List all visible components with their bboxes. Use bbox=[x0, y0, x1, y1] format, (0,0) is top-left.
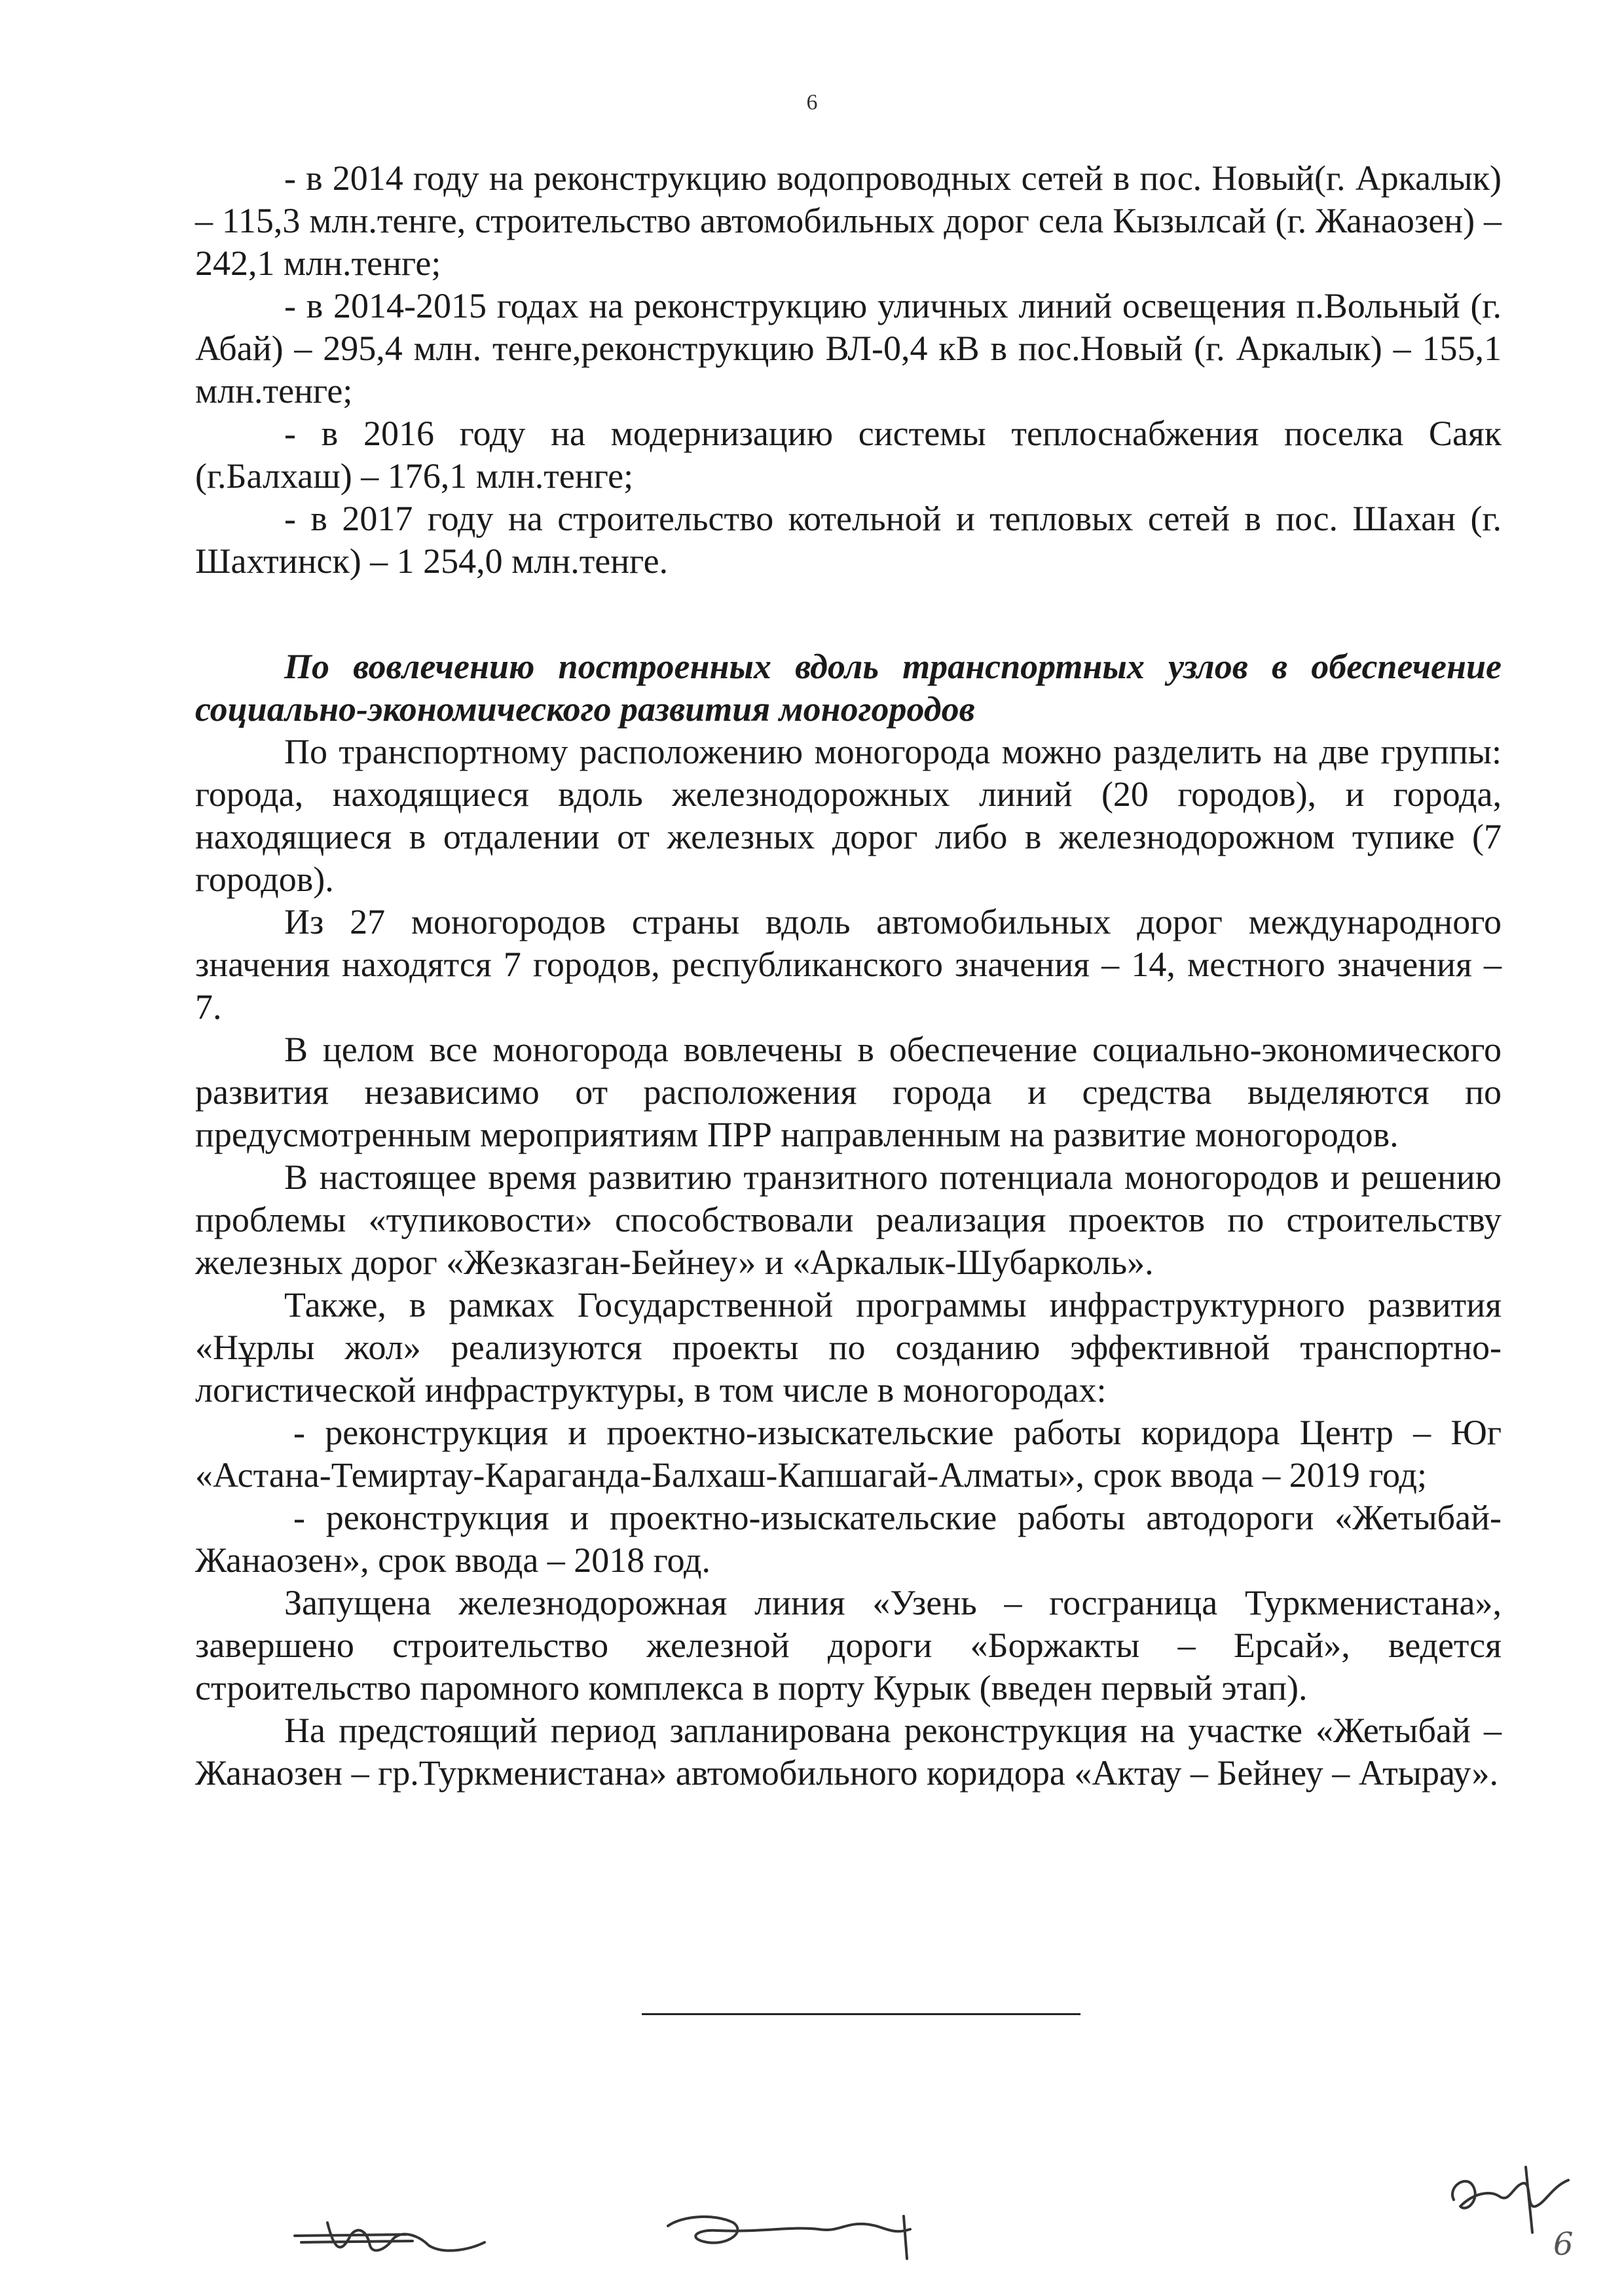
paragraph-railway-launched: Запущена железнодорожная линия «Узень – госграница Туркменистана», завершено строительство железной дороги «Боржакты – Ерсай», ведется строительство паромного комплекса в порту Курык (введен первый этап). bbox=[195, 1583, 1502, 1707]
paragraph-nurly-zhol: Также, в рамках Государственной программы инфраструктурного развития «Нұрлы жол» реализуются проекты по созданию эффективной транспортно-логистической инфраструктуры, в том числе в моногородах: bbox=[195, 1285, 1502, 1410]
list-item-corridor-center-south: - реконструкция и проектно-изыскательские работы коридора Центр – Юг «Астана-Темиртау-Караганда-Балхаш-Капшагай-Алматы», срок ввода – 2019 год; bbox=[195, 1413, 1502, 1495]
list-item-zhetybai-zhanaozen: - реконструкция и проектно-изыскательские работы автодороги «Жетыбай-Жанаозен», срок ввода – 2018 год. bbox=[195, 1498, 1502, 1580]
section-heading: По вовлечению построенных вдоль транспортных узлов в обеспечение социально-экономического развития моногородов bbox=[195, 647, 1502, 729]
handwritten-page-number: 6 bbox=[1553, 2226, 1574, 2263]
page-number: 6 bbox=[806, 90, 818, 115]
end-divider-line bbox=[642, 2013, 1080, 2015]
document-body bbox=[195, 157, 1502, 1795]
paragraph-transport-groups: По транспортному расположению моногорода можно разделить на две группы: города, находящиеся вдоль железнодорожных линий (20 городов), и города, находящиеся в отдалении от железных дорог либо в железнодорожном тупике (7 городов). bbox=[195, 732, 1502, 899]
signature-initials-2 bbox=[655, 2196, 936, 2269]
list-item-2014: - в 2014 году на реконструкцию водопроводных сетей в пос. Новый(г. Аркалык) – 115,3 млн.тенге, строительство автомобильных дорог села Кызылсай (г. Жанаозен) – 242,1 млн.тенге; bbox=[195, 158, 1502, 283]
list-item-2014-2015: - в 2014-2015 годах на реконструкцию уличных линий освещения п.Вольный (г. Абай) – 295,4 млн. тенге,реконструкцию ВЛ-0,4 кВ в пос.Новый (г. Аркалык) – 155,1 млн.тенге; bbox=[195, 286, 1502, 410]
paragraph-planned-reconstruction: На предстоящий период запланирована реконструкция на участке «Жетыбай – Жанаозен – гр.Туркменистана» автомобильного коридора «Актау – Бейнеу – Атырау». bbox=[195, 1711, 1502, 1793]
paragraph-road-significance: Из 27 моногородов страны вдоль автомобильных дорог международного значения находятся 7 городов, республиканского значения – 14, местного значения – 7. bbox=[195, 902, 1502, 1027]
signature-initials-1 bbox=[288, 2210, 498, 2269]
list-item-2017: - в 2017 году на строительство котельной и тепловых сетей в пос. Шахан (г. Шахтинск) – 1 254,0 млн.тенге. bbox=[195, 499, 1502, 581]
paragraph-involvement: В целом все моногорода вовлечены в обеспечение социально-экономического развития независимо от расположения города и средства выделяются по предусмотренным мероприятиям ПРР направленным на развитие моногородов. bbox=[195, 1030, 1502, 1154]
paragraph-transit-potential: В настоящее время развитию транзитного потенциала моногородов и решению проблемы «тупиковости» способствовали реализация проектов по строительству железных дорог «Жезказган-Бейнеу» и «Аркалык-Шубарколь». bbox=[195, 1157, 1502, 1282]
list-item-2016: - в 2016 году на модернизацию системы теплоснабжения поселка Саяк (г.Балхаш) – 176,1 млн.тенге; bbox=[195, 414, 1502, 496]
